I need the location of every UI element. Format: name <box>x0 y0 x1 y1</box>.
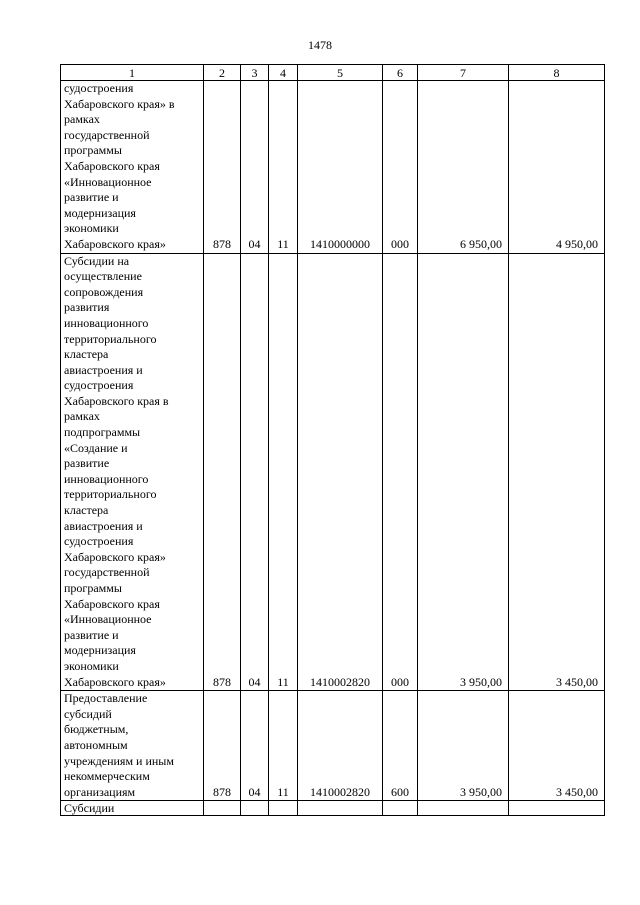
row-name-line: развитие и <box>64 190 119 205</box>
cell-expense-type: 600 <box>383 691 418 801</box>
cell-target-article: 1410002820 <box>298 691 383 801</box>
row-name-line: судостроения <box>64 378 134 393</box>
cell-subsection: 11 <box>269 253 298 691</box>
row-name-cell <box>61 81 204 254</box>
row-name-line: организациям <box>64 784 136 799</box>
header-cell: 2 <box>204 65 241 81</box>
header-cell: 1 <box>61 65 204 81</box>
row-name-cell <box>61 253 204 691</box>
header-cell: 8 <box>509 65 605 81</box>
row-name-line: Хабаровского края» в <box>64 96 175 111</box>
cell-section: 04 <box>241 81 269 254</box>
row-name-line: сопровождения <box>64 284 144 299</box>
row-name-line: инновационного <box>64 315 149 330</box>
row-name-line: программы <box>64 143 122 158</box>
table-row <box>61 253 605 691</box>
row-name-line: некоммерческим <box>64 769 150 784</box>
header-cell: 6 <box>383 65 418 81</box>
row-name-line: Хабаровского края» <box>64 674 166 689</box>
row-name-line: авиастроения и <box>64 362 143 377</box>
row-name-line: развития <box>64 300 110 315</box>
cell-amount-1: 6 950,00 <box>418 81 509 254</box>
cell-amount-1: 3 950,00 <box>418 691 509 801</box>
row-name-cell <box>61 691 204 801</box>
table-row <box>61 691 605 801</box>
table-row-partial <box>61 801 605 816</box>
cell-subsection: 11 <box>269 691 298 801</box>
row-name-line: Субсидии на <box>64 253 130 268</box>
row-name-cell: Субсидии <box>61 801 204 816</box>
row-name-line: Предоставление <box>64 691 148 706</box>
row-name-line: кластера <box>64 347 109 362</box>
row-name-line: Хабаровского края <box>64 158 160 173</box>
cell-amount-2: 3 450,00 <box>509 691 605 801</box>
cell-amount-2: 3 450,00 <box>509 253 605 691</box>
row-name-line: «Инновационное <box>64 612 152 627</box>
row-name-line: «Создание и <box>64 440 128 455</box>
header-cell: 7 <box>418 65 509 81</box>
row-name-line: модернизация <box>64 643 136 658</box>
header-row <box>61 65 605 81</box>
row-name-line: «Инновационное <box>64 174 152 189</box>
budget-table <box>60 64 605 816</box>
row-name-line: модернизация <box>64 205 136 220</box>
cell-expense-type: 000 <box>383 253 418 691</box>
row-name-line: автономным <box>64 737 128 752</box>
row-name-line: Хабаровского края» <box>64 549 166 564</box>
row-name-line: программы <box>64 581 122 595</box>
cell-ministry-code: 878 <box>204 253 241 691</box>
row-name-line: авиастроения и <box>64 518 143 533</box>
cell-amount-1: 3 950,00 <box>418 253 509 691</box>
header-cell: 3 <box>241 65 269 81</box>
row-name-line: инновационного <box>64 471 149 486</box>
row-name-line: судостроения <box>64 534 134 549</box>
cell-ministry-code: 878 <box>204 691 241 801</box>
row-name-line: развитие и <box>64 627 119 642</box>
cell-expense-type: 000 <box>383 81 418 254</box>
row-name-line: осуществление <box>64 269 142 284</box>
row-name-line: судостроения <box>64 81 134 95</box>
row-name-line: развитие <box>64 456 110 471</box>
row-name-line: территориального <box>64 487 157 502</box>
row-name-line: Хабаровского края» <box>64 236 166 251</box>
row-name-line: подпрограммы <box>64 425 141 440</box>
cell-amount-2: 4 950,00 <box>509 81 605 254</box>
row-name-line: экономики <box>64 221 119 236</box>
cell-ministry-code: 878 <box>204 81 241 254</box>
row-name-line: учреждениям и иным <box>64 753 174 768</box>
header-cell: 4 <box>269 65 298 81</box>
row-name-line: Хабаровского края в <box>64 393 169 408</box>
cell-target-article: 1410000000 <box>298 81 383 254</box>
cell-subsection: 11 <box>269 81 298 254</box>
row-name-line: рамках <box>64 409 100 424</box>
table-row <box>61 81 605 254</box>
cell-target-article: 1410002820 <box>298 253 383 691</box>
row-name-line: Хабаровского края <box>64 596 160 611</box>
row-name-line: кластера <box>64 503 109 518</box>
row-name-line: рамках <box>64 112 100 127</box>
page-number: 1478 <box>308 38 332 52</box>
header-cell: 5 <box>298 65 383 81</box>
row-name-line: субсидий <box>64 706 112 721</box>
row-name-line: государственной <box>64 565 150 580</box>
row-name-line: экономики <box>64 658 119 673</box>
row-name-line: бюджетным, <box>64 722 129 737</box>
row-name-line: государственной <box>64 127 150 142</box>
cell-section: 04 <box>241 253 269 691</box>
cell-section: 04 <box>241 691 269 801</box>
row-name-line: территориального <box>64 331 157 346</box>
